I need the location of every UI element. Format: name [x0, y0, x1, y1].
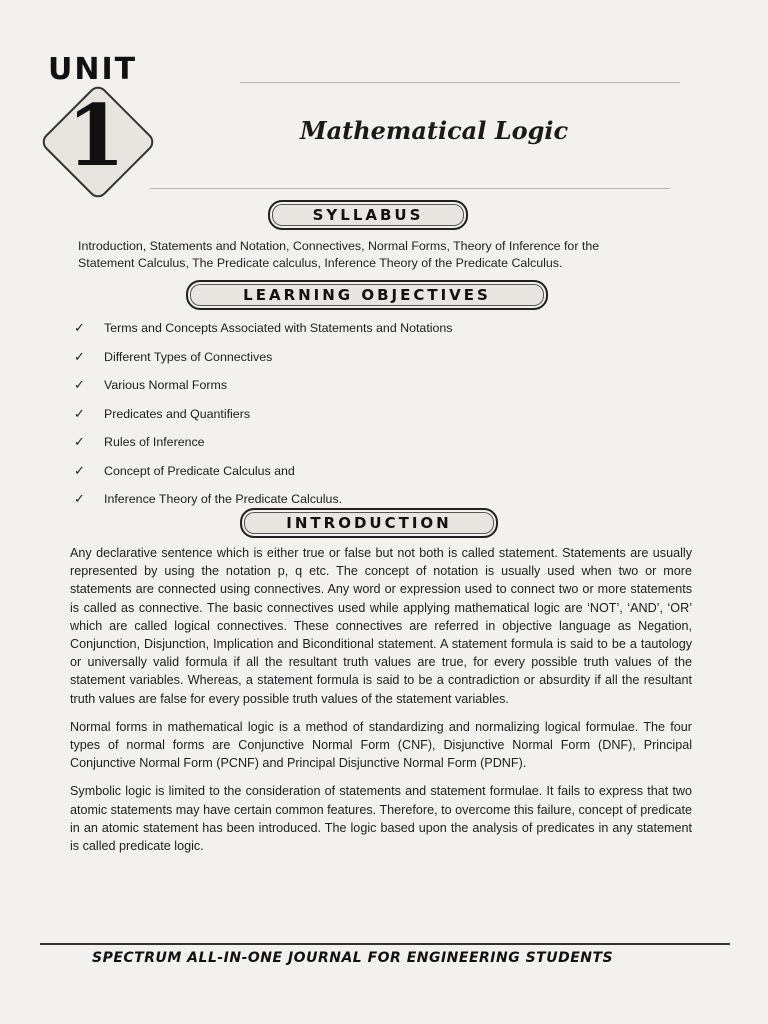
unit-number: 1: [66, 86, 126, 185]
header-rule-top: [240, 82, 680, 83]
introduction-paragraph: Normal forms in mathematical logic is a method of standardizing and normalizing logical formulae. The four types of normal forms are Conjunctive Normal Form (CNF), Disjunctive Normal Form (DNF), Principal Conjunctive Normal Form (PCNF) and Principal Disjunctive Normal Form (PDNF).: [70, 719, 692, 771]
objective-text: Various Normal Forms: [104, 378, 228, 393]
checkmark-icon: ✓: [74, 377, 85, 393]
checkmark-icon: ✓: [74, 491, 85, 507]
checkmark-icon: ✓: [74, 348, 85, 364]
syllabus-heading: SYLLABUS: [268, 200, 468, 230]
syllabus-text: Introduction, Statements and Notation, Connectives, Normal Forms, Theory of Inference for the Statement Calculus, The Predicate calculus, Inference Theory of the Predicate Calculus.: [78, 239, 600, 270]
list-item: [74, 314, 594, 343]
checkmark-icon: ✓: [74, 462, 85, 478]
objective-text: Rules of Inference: [104, 435, 205, 450]
checkmark-icon: ✓: [74, 405, 85, 421]
objective-text: Concept of Predicate Calculus and: [104, 463, 295, 478]
introduction-heading: INTRODUCTION: [240, 508, 498, 538]
list-item: [74, 371, 594, 400]
footer-rule: [40, 943, 730, 945]
introduction-paragraph: Symbolic logic is limited to the consideration of statements and statement formulae. It fails to express that two atomic statements may have certain common features. Therefore, to overcome this failure, concept of predicate in an atomic statement has been introduced. The logic based upon the analysis of predicates in any statement is called predicate logic.: [70, 784, 692, 854]
objective-text: Predicates and Quantifiers: [104, 406, 251, 421]
footer-text: SPECTRUM ALL-IN-ONE JOURNAL FOR ENGINEERING STUDENTS: [92, 950, 614, 966]
checkmark-icon: ✓: [74, 320, 85, 336]
objective-text: Terms and Concepts Associated with Statements and Notations: [104, 321, 453, 336]
list-item: [74, 457, 594, 486]
learning-objectives-heading: LEARNING OBJECTIVES: [186, 280, 548, 310]
chapter-title: Mathematical Logic: [300, 116, 569, 145]
introduction-paragraph: Any declarative sentence which is either true or false but not both is called statement. Statements are usually represented by using the notation p, q etc. The concept of notation is usually used when two or more statements are connected using connectives. Any word or expression used to connect two or more statements is called as connective. The basic connectives used while applying mathematical logic are ‘NOT’, ‘AND’, ‘OR’ which are called logical connectives. These connectives are referred in objective language as Negation, Conjunction, Disjunction, Implication and Biconditional statement. A statement formula is said to be a tautology or universally valid formula if all the resultant truth values are true, for every possible truth values of the statement variables. Whereas, a statement formula is said to be a contradiction or absurdity if all the resultant truth values are false for every possible truth values of the statement variables.: [70, 546, 692, 706]
unit-label: UNIT: [48, 52, 138, 87]
introduction-body: [70, 544, 692, 865]
learning-objectives-list: [74, 314, 594, 514]
checkmark-icon: ✓: [74, 434, 85, 450]
list-item: [74, 343, 594, 372]
list-item: [74, 400, 594, 429]
list-item: [74, 428, 594, 457]
objective-text: Inference Theory of the Predicate Calculus.: [104, 492, 343, 507]
objective-text: Different Types of Connectives: [104, 349, 273, 364]
header-rule-bottom: [150, 188, 670, 189]
